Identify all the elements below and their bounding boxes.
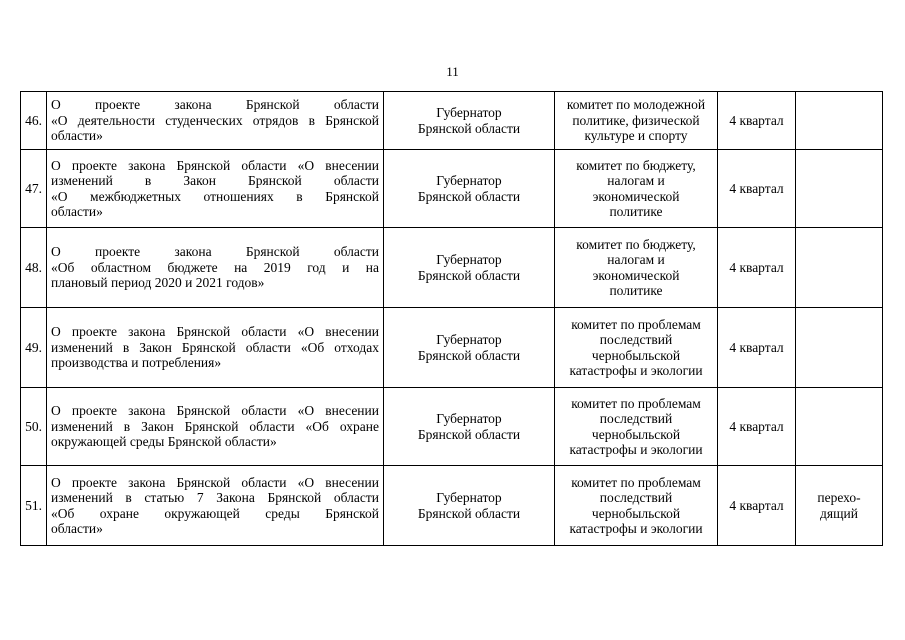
responsible-committee <box>555 92 718 150</box>
bill-title-line: «О деятельности студенческих отрядов в Брянской <box>51 112 379 128</box>
term: 4 квартал <box>718 150 796 228</box>
table-row <box>21 308 883 388</box>
committee-line: комитет по бюджету, <box>576 236 696 252</box>
bill-title-line: О проекте закона Брянской области «О внесении <box>51 403 379 419</box>
table-row <box>21 388 883 466</box>
initiator <box>384 92 555 150</box>
page-number: 11 <box>446 64 459 79</box>
committee-line: последствий <box>599 411 673 426</box>
bill-title-line: окружающей среды Брянской области» <box>51 434 277 450</box>
committee-line: катастрофы и экологии <box>569 363 703 378</box>
bill-title-line: области» <box>51 521 103 536</box>
committee-line: экономической <box>592 267 680 283</box>
committee-line: налогам и <box>607 173 665 188</box>
committee-line: экономической <box>592 188 680 204</box>
table-row <box>21 228 883 308</box>
initiator-line: Брянской области <box>417 347 521 363</box>
initiator-line: Брянской области <box>417 188 521 204</box>
bill-title-line: изменений в Закон Брянской области «Об отходах <box>51 339 379 355</box>
row-number: 49. <box>21 308 47 388</box>
committee-line: комитет по бюджету, <box>576 157 696 173</box>
initiator-line: Губернатор <box>436 332 502 347</box>
note <box>796 466 883 546</box>
row-number: 48. <box>21 228 47 308</box>
initiator-line: Брянской области <box>417 426 521 442</box>
responsible-committee <box>555 308 718 388</box>
responsible-committee <box>555 228 718 308</box>
table-row <box>21 92 883 150</box>
initiator-line: Брянской области <box>417 505 521 521</box>
bill-title-line: изменений в статью 7 Закона Брянской области <box>51 490 379 505</box>
committee-line: катастрофы и экологии <box>569 521 703 536</box>
note <box>796 150 883 228</box>
initiator-line: Брянской области <box>417 120 521 136</box>
committee-line: комитет по молодежной <box>566 97 706 113</box>
bill-title <box>47 308 384 388</box>
bill-title-line: О проекте закона Брянской области «О внесении <box>51 474 379 490</box>
bill-title-line: изменений в Закон Брянской области <box>51 173 379 188</box>
bill-title-line: О проекте закона Брянской области «О внесении <box>51 157 379 173</box>
bill-title-line: «О межбюджетных отношениях в Брянской <box>51 188 379 204</box>
note-line: перехо- <box>817 490 861 505</box>
term: 4 квартал <box>718 388 796 466</box>
bill-title-line: изменений в Закон Брянской области «Об охране <box>51 418 379 434</box>
committee-line: комитет по проблемам <box>571 474 701 490</box>
note <box>796 92 883 150</box>
initiator <box>384 388 555 466</box>
committee-line: политике, физической <box>572 112 700 128</box>
table-row <box>21 150 883 228</box>
term: 4 квартал <box>718 308 796 388</box>
initiator-line: Брянской области <box>417 267 521 283</box>
committee-line: комитет по проблемам <box>571 395 701 411</box>
bill-title-line: области» <box>51 204 103 219</box>
bill-title-line: О проекте закона Брянской области <box>51 244 379 260</box>
committee-line: чернобыльской <box>591 505 681 521</box>
table-row <box>21 466 883 546</box>
committee-line: чернобыльской <box>591 426 681 442</box>
initiator-line: Губернатор <box>436 411 502 426</box>
bill-title <box>47 388 384 466</box>
row-number: 47. <box>21 150 47 228</box>
row-number: 50. <box>21 388 47 466</box>
initiator <box>384 308 555 388</box>
term: 4 квартал <box>718 228 796 308</box>
committee-line: политике <box>609 204 663 219</box>
committee-line: последствий <box>599 490 673 505</box>
committee-line: чернобыльской <box>591 347 681 363</box>
bill-title <box>47 92 384 150</box>
term: 4 квартал <box>718 466 796 546</box>
bill-title <box>47 150 384 228</box>
row-number: 51. <box>21 466 47 546</box>
note <box>796 308 883 388</box>
bill-title-line: области» <box>51 128 103 144</box>
initiator <box>384 228 555 308</box>
note <box>796 228 883 308</box>
row-number: 46. <box>21 92 47 150</box>
committee-line: политике <box>609 283 663 298</box>
legislation-plan-table <box>20 91 883 546</box>
initiator-line: Губернатор <box>436 252 502 267</box>
initiator-line: Губернатор <box>436 105 502 120</box>
committee-line: катастрофы и экологии <box>569 442 703 457</box>
bill-title-line: «Об областном бюджете на 2019 год и на <box>51 259 379 275</box>
note-line: дящий <box>820 505 858 521</box>
bill-title-line: производства и потребления» <box>51 355 222 371</box>
note <box>796 388 883 466</box>
bill-title-line: плановый период 2020 и 2021 годов» <box>51 275 265 291</box>
bill-title-line: «Об охране окружающей среды Брянской <box>51 505 379 521</box>
bill-title <box>47 228 384 308</box>
initiator <box>384 150 555 228</box>
term: 4 квартал <box>718 92 796 150</box>
committee-line: комитет по проблемам <box>571 316 701 332</box>
bill-title-line: О проекте закона Брянской области «О внесении <box>51 324 379 340</box>
responsible-committee <box>555 150 718 228</box>
initiator <box>384 466 555 546</box>
responsible-committee <box>555 466 718 546</box>
responsible-committee <box>555 388 718 466</box>
committee-line: последствий <box>599 332 673 347</box>
bill-title <box>47 466 384 546</box>
bill-title-line: О проекте закона Брянской области <box>51 97 379 113</box>
committee-line: культуре и спорту <box>584 128 688 144</box>
initiator-line: Губернатор <box>436 490 502 505</box>
initiator-line: Губернатор <box>436 173 502 188</box>
committee-line: налогам и <box>607 252 665 267</box>
